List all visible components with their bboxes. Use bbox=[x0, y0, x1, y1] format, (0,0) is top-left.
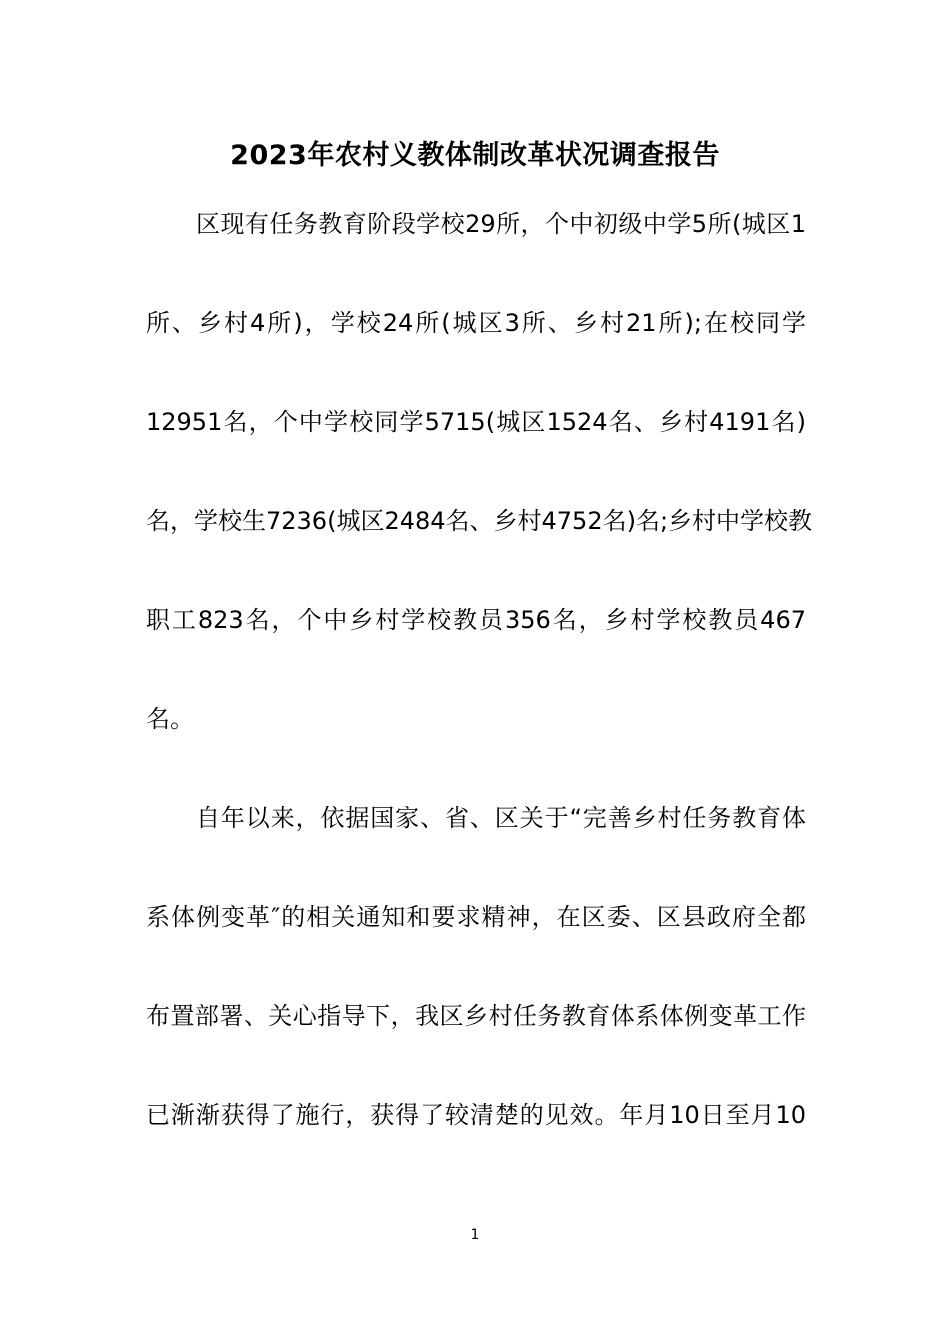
paragraph-1-line-4: 名，学校生7236(城区2484名、乡村4752名)名;乡村中学校教 bbox=[146, 507, 813, 535]
page-number: 1 bbox=[470, 1227, 480, 1243]
document-title: 2023年农村义教体制改革状况调查报告 bbox=[230, 140, 720, 171]
paragraph-1-line-2: 所、乡村4所)，学校24所(城区3所、乡村21所);在校同学 bbox=[146, 309, 806, 337]
paragraph-1-line-5: 职工823名，个中乡村学校教员356名，乡村学校教员467 bbox=[146, 606, 806, 634]
paragraph-2-line-1: 自年以来，依据国家、省、区关于“完善乡村任务教育体 bbox=[196, 804, 806, 832]
paragraph-1-line-6: 名。 bbox=[146, 705, 194, 733]
paragraph-1-line-3: 12951名，个中学校同学5715(城区1524名、乡村4191名) bbox=[146, 408, 806, 436]
paragraph-2-line-4: 已渐渐获得了施行，获得了较清楚的见效。年月10日至月10 bbox=[146, 1101, 806, 1129]
paragraph-2-line-3: 布置部署、关心指导下，我区乡村任务教育体系体例变革工作 bbox=[146, 1002, 806, 1030]
paragraph-1-line-1: 区现有任务教育阶段学校29所，个中初级中学5所(城区1 bbox=[196, 210, 806, 238]
paragraph-2-line-2: 系体例变革″的相关通知和要求精神，在区委、区县政府全都 bbox=[146, 903, 806, 931]
